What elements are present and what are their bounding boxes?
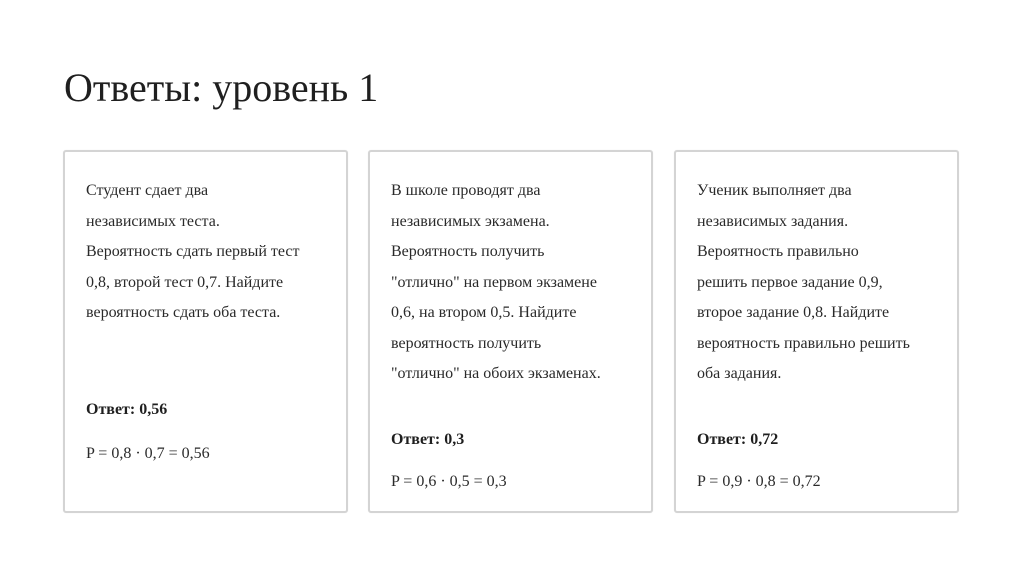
slide-title: Ответы: уровень 1 — [64, 65, 379, 110]
problem-text: Студент сдает два независимых теста. Вероятность сдать первый тест 0,8, второй тест 0,7. Найдите вероятность сдать оба теста. — [86, 182, 300, 321]
formula-text: P = 0,6 · 0,5 = 0,3 — [391, 473, 507, 490]
formula-text: P = 0,8 · 0,7 = 0,56 — [86, 445, 210, 462]
answer-card-1 — [63, 150, 348, 513]
answer-card-2 — [368, 150, 653, 513]
answer-text: Ответ: 0,56 — [86, 401, 168, 418]
answer-text: Ответ: 0,3 — [391, 431, 465, 448]
answer-text: Ответ: 0,72 — [697, 431, 779, 448]
formula-text: P = 0,9 · 0,8 = 0,72 — [697, 473, 821, 490]
answer-card-3 — [674, 150, 959, 513]
problem-text: В школе проводят два независимых экзамена. Вероятность получить "отлично" на первом экзамене 0,6, на втором 0,5. Найдите вероятность получить "отлично" на обоих экзаменах. — [391, 182, 601, 382]
problem-text: Ученик выполняет два независимых задания. Вероятность правильно решить первое задание 0,9, второе задание 0,8. Найдите вероятность правильно решить оба задания. — [697, 182, 910, 382]
